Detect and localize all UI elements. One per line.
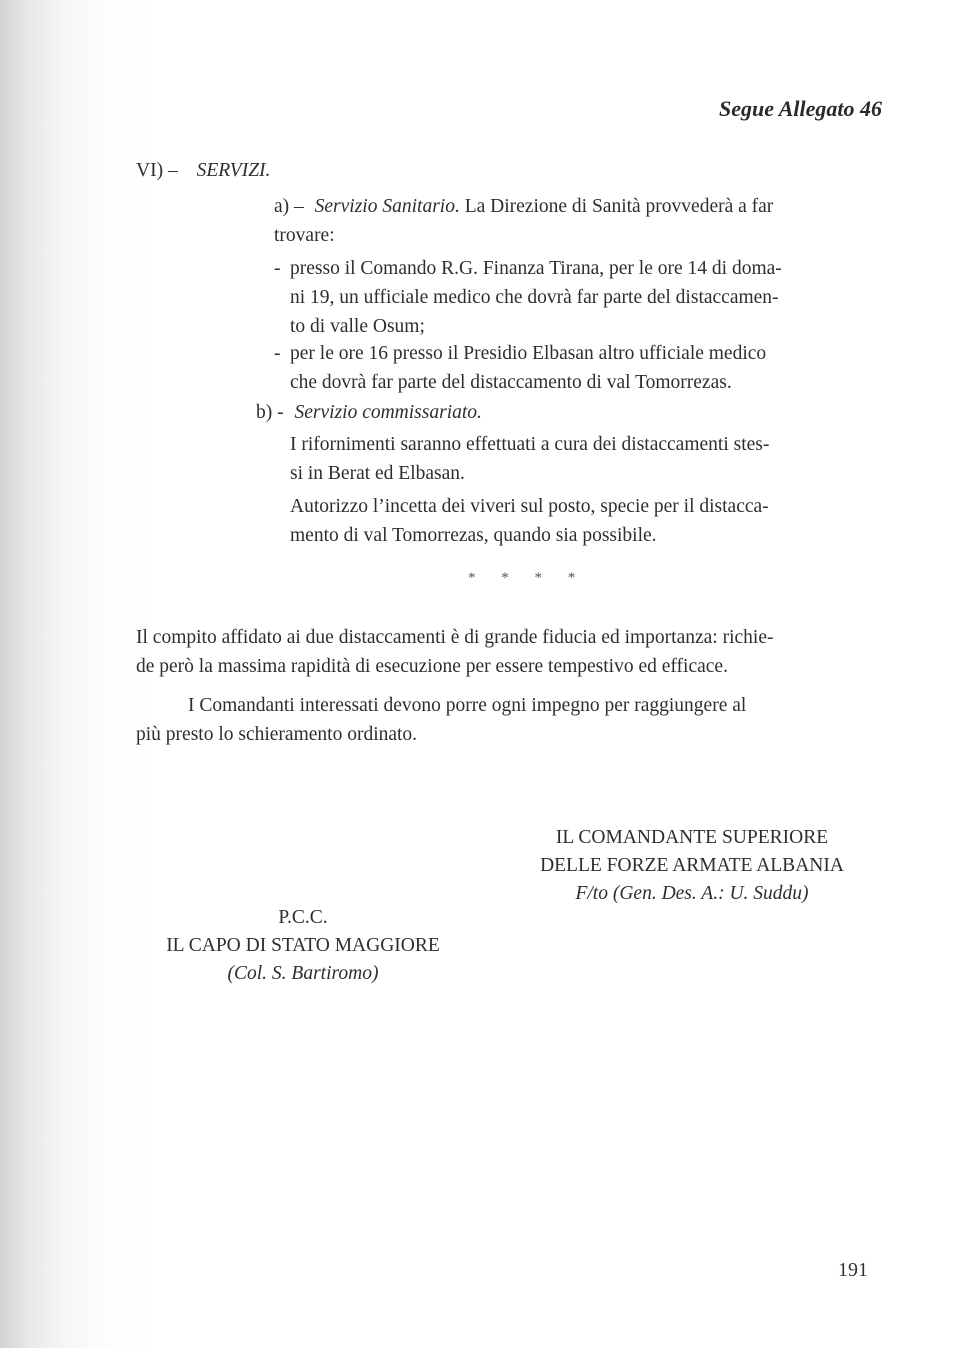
section-title: SERVIZI. xyxy=(196,160,271,181)
chief-of-staff-name: (Col. S. Bartiromo) xyxy=(227,963,379,984)
item-b-label: b) - xyxy=(256,402,284,423)
item-a-intro: La Direzione di Sanità provvederà a far xyxy=(464,196,774,217)
item-a-title: Servizio Sanitario. xyxy=(314,196,460,217)
bullet-1-marker: - xyxy=(274,258,281,279)
pcc-label: P.C.C. xyxy=(278,907,328,928)
closing-para-2-line-1: I Comandanti interessati devono porre ogni impegno per raggiungere al xyxy=(188,695,747,716)
item-b-para-1-line-1: I rifornimenti saranno effettuati a cura dei distaccamenti stes- xyxy=(290,434,770,455)
item-b-para-1-line-2: si in Berat ed Elbasan. xyxy=(290,463,465,484)
bullet-2-line-1: per le ore 16 presso il Presidio Elbasan altro ufficiale medico xyxy=(290,343,767,364)
item-a-label: a) – xyxy=(274,196,304,217)
signature-chief-of-staff xyxy=(120,904,486,988)
commander-title-line-2: DELLE FORZE ARMATE ALBANIA xyxy=(540,855,844,876)
page-number: 191 xyxy=(838,1259,868,1281)
bullet-2-marker: - xyxy=(274,343,281,364)
item-b-first-line xyxy=(256,398,482,427)
bullet-2-line-2: che dovrà far parte del distaccamento di val Tomorrezas. xyxy=(290,372,732,393)
chief-of-staff-title: IL CAPO DI STATO MAGGIORE xyxy=(166,935,440,956)
signature-commander xyxy=(512,824,872,908)
closing-para-1-line-1: Il compito affidato ai due distaccamenti è di grande fiducia ed importanza: richie- xyxy=(136,627,774,648)
bullet-1-line-2: ni 19, un ufficiale medico che dovrà far parte del distaccamen- xyxy=(290,287,779,308)
item-a-first-line xyxy=(274,192,773,221)
section-number: VI) – xyxy=(136,160,178,181)
page-header: Segue Allegato 46 xyxy=(719,96,882,121)
item-b-title: Servizio commissariato. xyxy=(294,402,482,423)
closing-para-1-line-2: de però la massima rapidità di esecuzione per essere tempestivo ed efficace. xyxy=(136,656,728,677)
commander-name: F/to (Gen. Des. A.: U. Suddu) xyxy=(575,883,809,904)
section-separator: * * * * xyxy=(468,570,587,586)
item-a-intro-continued: trovare: xyxy=(274,225,335,246)
bullet-1-line-3: to di valle Osum; xyxy=(290,316,425,337)
commander-title-line-1: IL COMANDANTE SUPERIORE xyxy=(555,827,829,848)
item-b-para-2-line-1: Autorizzo l’incetta dei viveri sul posto, specie per il distacca- xyxy=(290,496,769,517)
section-heading xyxy=(136,160,270,182)
closing-para-2-line-2: più presto lo schieramento ordinato. xyxy=(136,724,418,745)
bullet-1-line-1: presso il Comando R.G. Finanza Tirana, per le ore 14 di doma- xyxy=(290,258,782,279)
item-b-para-2-line-2: mento di val Tomorrezas, quando sia possibile. xyxy=(290,525,657,546)
